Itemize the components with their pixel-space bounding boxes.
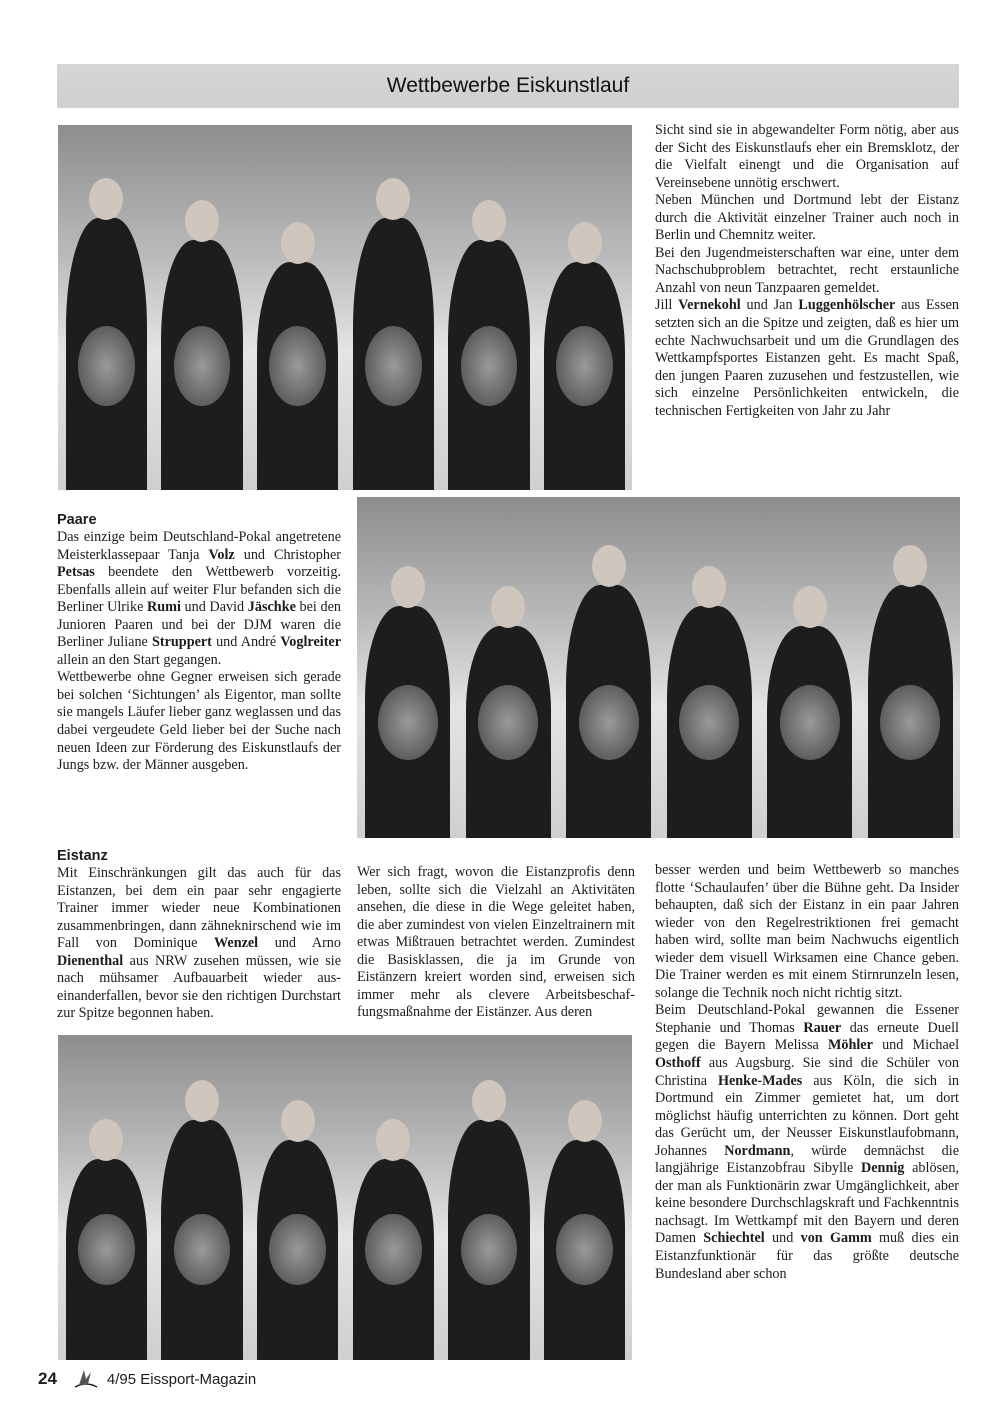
skater-head — [472, 200, 506, 242]
paragraph — [655, 1002, 959, 1283]
flower-bouquet — [365, 326, 422, 406]
skater-head — [893, 545, 927, 587]
text-run: beendete den Wettbewerb vorzeitig. Ebenfalls allein auf weiter Flur befanden sich die Berliner Ulrike — [57, 564, 341, 616]
text-run: und David — [180, 599, 248, 616]
skater-head — [568, 222, 602, 264]
bold-name: Rauer — [803, 1019, 842, 1036]
text-run: Jill — [655, 297, 679, 314]
flower-bouquet — [556, 326, 613, 406]
eistanz-body — [57, 865, 341, 1023]
bold-name: Nordmann — [724, 1142, 791, 1159]
flower-bouquet — [269, 1214, 326, 1286]
flower-bouquet — [365, 1214, 422, 1286]
bold-name: Jäschke — [247, 599, 296, 616]
skater-head — [376, 178, 410, 220]
text-run: aus Augsburg. Sie sind die Schüler von Christina — [655, 1055, 959, 1089]
flower-bouquet — [780, 685, 840, 760]
paragraph — [57, 529, 341, 669]
text-run: und Christopher — [234, 546, 341, 563]
skater-head — [185, 200, 219, 242]
text-run: Wettbewerbe ohne Gegner erweisen sich gerade bei solchen ‘Sichtungen’ als Eigentor, man sollte sie mangels Läufer lieber ganz weglassen und das dabei vergeudete Geld lieber bei der Suche nach neuen Ideen zur Förderung des Eiskunstlaufs der Jungs bzw. der Männer ausgeben. — [57, 669, 341, 774]
skater-head — [376, 1119, 410, 1161]
paare-body — [57, 529, 341, 775]
skater-head — [472, 1080, 506, 1122]
paragraph — [357, 864, 635, 1022]
text-run: und Jan — [740, 297, 799, 314]
flower-bouquet — [174, 1214, 231, 1286]
text-run: Sicht sind sie in abgewandelter Form nötig, aber aus der Sicht des Eiskunstlaufs eher ein Bremsklotz, der die Vielfalt einengt und die Organisation auf Vereinsebene unnötig erschwert. — [655, 122, 959, 191]
bold-name: Volz — [208, 546, 235, 563]
flower-bouquet — [78, 326, 135, 406]
text-column-right-bottom — [655, 862, 959, 1283]
text-run: Bei den Jugendmeisterschaften war eine, unter dem Nachschubproblem betrachtet, recht erstaunliche Anzahl von neun Tanzpaaren gemeldet. — [655, 244, 959, 296]
bold-name: von Gamm — [800, 1230, 872, 1247]
skater-head — [793, 586, 827, 628]
flower-bouquet — [461, 326, 518, 406]
magazine-name: 4/95 Eissport-Magazin — [106, 1370, 257, 1388]
bold-name: Wenzel — [214, 935, 259, 952]
photo-podium-middle — [357, 497, 960, 838]
page-number: 24 — [38, 1369, 57, 1388]
skater-head — [89, 178, 123, 220]
page-footer — [38, 1366, 256, 1392]
skater-head — [281, 222, 315, 264]
section-eistanz — [57, 847, 341, 1023]
flower-bouquet — [78, 1214, 135, 1286]
text-run: Beim Deutschland-Pokal gewannen die Essener Stephanie und Thomas — [655, 1002, 959, 1036]
text-run: und André — [211, 634, 281, 651]
text-run: muß dies ein Eistanzfunktionär für das größte deutsche Bundesland aber schon — [655, 1230, 960, 1282]
skater-head — [692, 566, 726, 608]
bold-name: Struppert — [152, 634, 212, 651]
eistanz-heading: Eistanz — [57, 848, 108, 864]
flower-bouquet — [880, 685, 940, 760]
flower-bouquet — [478, 685, 538, 760]
text-column-right-top — [655, 122, 959, 420]
eissport-logo-icon — [71, 1367, 101, 1391]
text-column-middle — [357, 864, 635, 1022]
text-run: ablösen, der man als Funktionärin zwar Umgänglichkeit, aber keine besondere Durchschlagskraft und Fachkenntnis nachsagt. Im Wettkampf mit den Bayern und deren Damen — [655, 1160, 959, 1247]
bold-name: Osthoff — [655, 1055, 701, 1072]
bold-name: Henke-Mades — [717, 1072, 803, 1089]
paragraph — [655, 297, 959, 420]
section-paare — [57, 511, 341, 775]
flower-bouquet — [556, 1214, 613, 1286]
paragraph — [655, 245, 959, 298]
text-run: , würde demnächst die langjährige Eistanzobfrau Sibylle — [655, 1142, 959, 1177]
bold-name: Voglreiter — [280, 634, 342, 651]
skater-head — [89, 1119, 123, 1161]
skater-head — [592, 545, 626, 587]
paragraph — [655, 192, 959, 245]
text-run: Neben München und Dortmund lebt der Eistanz durch die Aktivität einzelner Trainer auch noch in Berlin und Chemnitz weiter. — [655, 192, 959, 244]
flower-bouquet — [679, 685, 739, 760]
text-run: Mit Einschränkungen gilt das auch für das Eistanzen, bei dem ein paar sehr engagierte Trainer immer wieder neue Kombinationen zusammenbringen, dann zähneknirschend wie im Fall von Dominique — [57, 865, 341, 952]
text-run: besser werden und beim Wettbewerb so manches flotte ‘Schaulaufen’ über die Bühne geht. Da Insider behaupten, daß sich der Eistanz in ein paar Jahren wieder von den Regelrestriktionen frei gemacht haben wird, sollte man beim Nachwuchs eigentlich wieder dem visuell Wirksamen eine Chance geben. Die Trainer werden es mit einem Stirnrunzeln lesen, solange die Technik noch nicht richtig sitzt. — [655, 862, 959, 1001]
flower-bouquet — [461, 1214, 518, 1286]
section-header — [57, 64, 959, 108]
text-run: bei den Junioren Paaren und bei der DJM waren die Berliner Juliane — [57, 599, 341, 651]
paragraph — [57, 669, 341, 774]
paragraph — [655, 122, 959, 192]
text-run: Das einzige beim Deutschland-Pokal angetretene Meisterklassepaar Tanja — [57, 529, 341, 563]
text-run: und Arno — [258, 935, 341, 952]
bold-name: Rumi — [147, 599, 181, 616]
skater-head — [568, 1100, 602, 1142]
section-title: Wettbewerbe Eiskunstlauf — [386, 74, 630, 97]
text-run: aus NRW zusehen müssen, wie sie nach mühsamer Aufbauarbeit wieder auseinanderfallen, bevor sie den richtigen Durchstart zur Spitze begonnen haben. — [57, 952, 341, 1022]
flower-bouquet — [378, 685, 438, 760]
bold-name: Dennig — [861, 1160, 905, 1177]
text-run: allein an den Start gegangen. — [57, 651, 222, 668]
text-run: aus Köln, die sich in Dortmund ein Zimmer gemietet hat, um dort möglichst häufig unterrichten zu können. Dort geht das Gerücht um, der Neusser Eiskunstlaufobmann, Johannes — [655, 1072, 959, 1159]
paare-heading: Paare — [57, 512, 97, 528]
bold-name: Möhler — [827, 1037, 873, 1054]
skater-head — [281, 1100, 315, 1142]
photo-podium-bottom — [58, 1035, 632, 1360]
bold-name: Petsas — [57, 564, 95, 581]
photo-podium-top — [58, 125, 632, 490]
text-run: und — [764, 1230, 801, 1247]
text-run: aus Essen setzten sich an die Spitze und zeigten, daß es hier um echte Nachwuchsarbeit und um die Grundlagen des Wettkampfsportes Eistanzen geht. Es macht Spaß, den jungen Paaren zuzusehen und festzustellen, wie sich einzelne Persönlichkeiten entwickeln, die technischen Fertigkeiten von Jahr zu Jahr — [655, 297, 959, 419]
text-run: das erneute Duell gegen die Bayern Melissa — [655, 1019, 959, 1054]
paragraph — [655, 862, 959, 1002]
flower-bouquet — [269, 326, 326, 406]
bold-name: Schiechtel — [703, 1230, 765, 1247]
bold-name: Dienenthal — [57, 952, 124, 969]
paragraph — [57, 865, 341, 1023]
text-run: Wer sich fragt, wovon die Eistanzprofis denn leben, sollte sich die Vielzahl an Aktivitäten ansehen, die diese in die Wege geleitet haben, die aber zumindest von vielen Einzeltrainern mit etwas Mißtrauen betrachtet werden. Zumindest die Basisklassen, die ja im Grunde von Eistänzern kreiert worden sind, erweisen sich immer mehr als clevere Arbeitsbeschaffungsmaßnahme der Eistänzer. Aus deren — [357, 864, 635, 1021]
flower-bouquet — [579, 685, 639, 760]
skater-head — [491, 586, 525, 628]
flower-bouquet — [174, 326, 231, 406]
skater-head — [391, 566, 425, 608]
skater-head — [185, 1080, 219, 1122]
bold-name: Luggenhölscher — [798, 297, 896, 314]
text-run: und Michael — [872, 1037, 960, 1054]
bold-name: Vernekohl — [678, 297, 741, 314]
